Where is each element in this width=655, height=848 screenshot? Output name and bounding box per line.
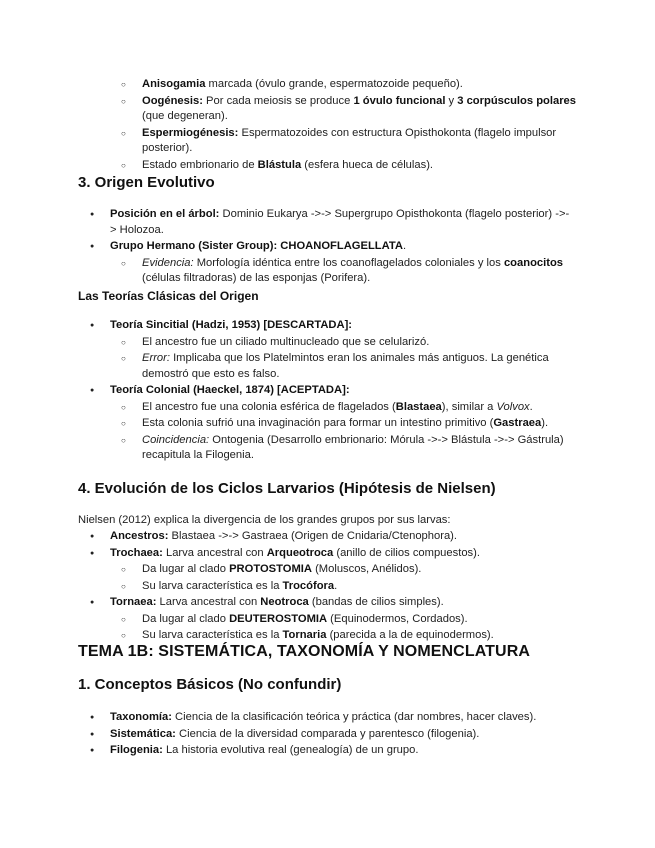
list-item: ○ El ancestro fue una colonia esférica de flagelados (Blastaea), similar a Volvox. <box>0 400 655 416</box>
list-item: ● Ancestros: Blastaea ->-> Gastraea (Origen de Cnidaria/Ctenophora). <box>0 529 655 545</box>
list-item: ○ Su larva característica es la Tornaria (parecida a la de equinodermos). <box>0 628 655 644</box>
list-item: ○ Estado embrionario de Blástula (esfera hueca de células). <box>0 158 655 174</box>
list-item: ● Taxonomía: Ciencia de la clasificación teórica y práctica (dar nombres, hacer claves). <box>0 710 655 726</box>
theories-list <box>0 318 655 464</box>
section-heading: 1. Conceptos Básicos (No confundir) <box>78 676 342 693</box>
list-item: ○ Da lugar al clado PROTOSTOMIA (Moluscos, Anélidos). <box>0 562 655 578</box>
list-item: ● Tornaea: Larva ancestral con Neotroca (bandas de cilios simples). <box>0 595 655 611</box>
list-item: ● Teoría Colonial (Haeckel, 1874) [ACEPTADA]: <box>0 383 655 399</box>
concepts-list <box>0 710 655 759</box>
section-heading: 4. Evolución de los Ciclos Larvarios (Hipótesis de Nielsen) <box>78 480 496 497</box>
list-item: ○ Oogénesis: Por cada meiosis se produce 1 óvulo funcional y 3 corpúsculos polares (que degeneran). <box>0 94 655 125</box>
list-item: ○ Coincidencia: Ontogenia (Desarrollo embrionario: Mórula ->-> Blástula ->-> Gástrula) recapitula la Filogenia. <box>0 433 655 464</box>
chapter-title: TEMA 1B: SISTEMÁTICA, TAXONOMÍA Y NOMENCLATURA <box>78 643 531 660</box>
list-item: ○ Da lugar al clado DEUTEROSTOMIA (Equinodermos, Cordados). <box>0 612 655 628</box>
list-item: ○ Su larva característica es la Trocófora. <box>0 579 655 595</box>
list-item: ● Posición en el árbol: Dominio Eukarya ->-> Supergrupo Opisthokonta (flagelo posterior) ->-> Holozoa. <box>0 207 655 238</box>
list-item: ● Filogenia: La historia evolutiva real (genealogía) de un grupo. <box>0 743 655 759</box>
list-item: ○ Espermiogénesis: Espermatozoides con estructura Opisthokonta (flagelo impulsor posterior). <box>0 126 655 157</box>
list-item: ○ Evidencia: Morfología idéntica entre los coanoflagelados coloniales y los coanocitos (células filtradoras) de las esponjas (Porifera). <box>0 256 655 287</box>
list-item: ● Grupo Hermano (Sister Group): CHOANOFLAGELLATA. <box>0 239 655 255</box>
origin-list <box>0 207 655 287</box>
list-item: ○ Error: Implicaba que los Platelmintos eran los animales más antiguos. La genética demostró que esto es falso. <box>0 351 655 382</box>
list-item: ● Trochaea: Larva ancestral con Arqueotroca (anillo de cilios compuestos). <box>0 546 655 562</box>
list-item: ○ Anisogamia marcada (óvulo grande, espermatozoide pequeño). <box>0 77 655 93</box>
section-heading: 3. Origen Evolutivo <box>78 174 215 191</box>
subsection-heading: Las Teorías Clásicas del Origen <box>78 289 259 303</box>
intro-paragraph: Nielsen (2012) explica la divergencia de los grandes grupos por sus larvas: <box>78 514 451 526</box>
reproduction-list <box>0 77 655 173</box>
list-item: ● Teoría Sincitial (Hadzi, 1953) [DESCARTADA]: <box>0 318 655 334</box>
list-item: ○ Esta colonia sufrió una invaginación para formar un intestino primitivo (Gastraea). <box>0 416 655 432</box>
list-item: ● Sistemática: Ciencia de la diversidad comparada y parentesco (filogenia). <box>0 727 655 743</box>
list-item: ○ El ancestro fue un ciliado multinucleado que se celularizó. <box>0 335 655 351</box>
larva-list <box>0 529 655 644</box>
